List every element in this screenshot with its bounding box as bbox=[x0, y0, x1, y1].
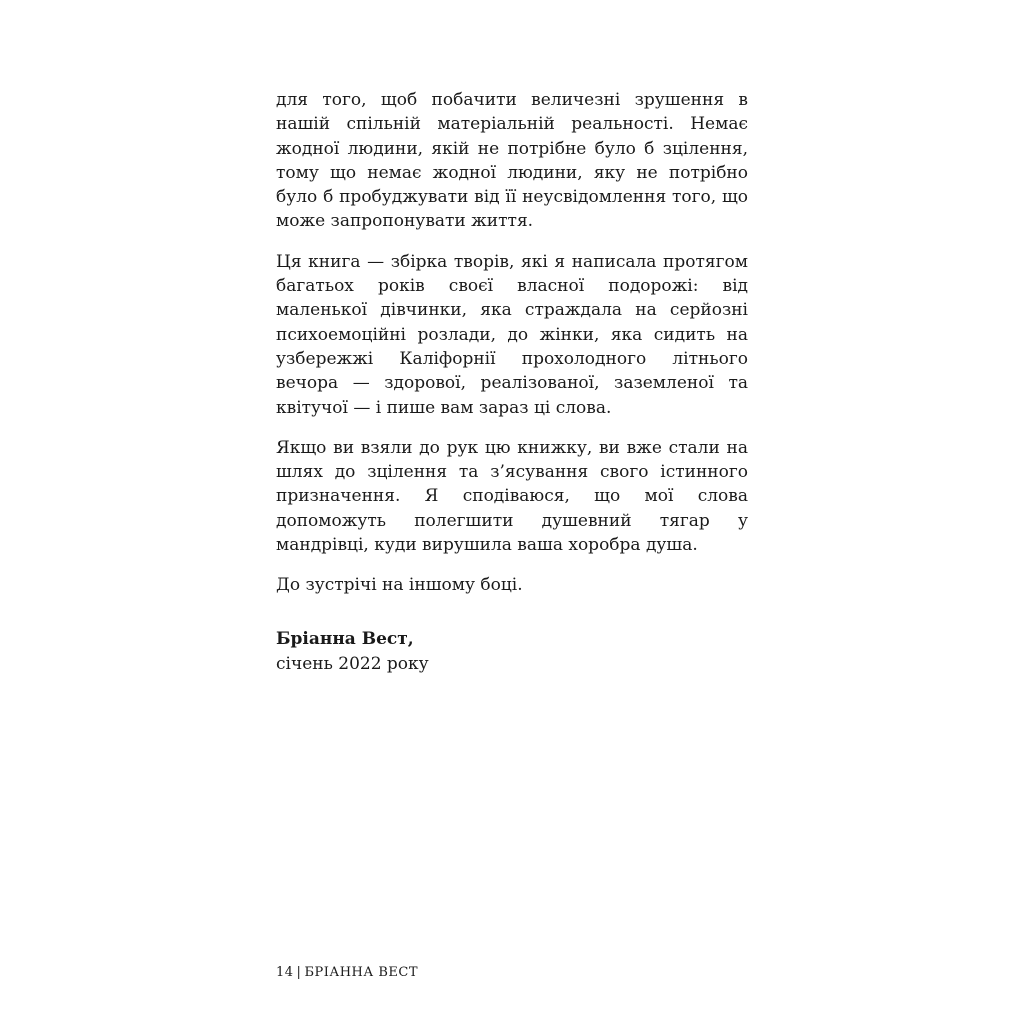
signature-name: Бріанна Вест, bbox=[276, 629, 414, 649]
footer-separator: | bbox=[296, 965, 302, 980]
paragraph-3: Якщо ви взяли до рук цю книжку, ви вже стали на шлях до зцілення та з’ясування свого істинного призначення. Я сподіваюся, що мої слова допоможуть полегшити душевний тягар у мандрівці, куди вирушила ваша хоробра душа. bbox=[276, 437, 748, 556]
paragraph-2: Ця книга — збірка творів, які я написала протягом багатьох років своєї власної подорожі: від маленької дівчинки, яка страждала на серйозні психоемоційні розлади, до жінки, яка сидить на узбережжі Каліфорнії прохолодного літнього вечора — здорової, реалізованої, заземленої та квітучої — і пише вам зараз ці слова. bbox=[276, 251, 748, 418]
page-number: 14 bbox=[276, 965, 294, 980]
body-text bbox=[276, 88, 748, 598]
paragraph-4: До зустрічі на іншому боці. bbox=[276, 575, 523, 596]
paragraph-1: для того, щоб побачити величезні зрушення в нашій спільній матеріальній реальності. Немає жодної людини, якій не потрібне було б зцілення, тому що немає жодної людини, яку не потрібно було б пробуджувати від її неусвідомлення того, що може запропонувати життя. bbox=[276, 90, 748, 232]
signature-date: січень 2022 року bbox=[276, 654, 429, 674]
author-signature bbox=[276, 627, 748, 677]
page-footer bbox=[276, 964, 418, 982]
running-head: БРІАННА ВЕСТ bbox=[304, 965, 419, 980]
